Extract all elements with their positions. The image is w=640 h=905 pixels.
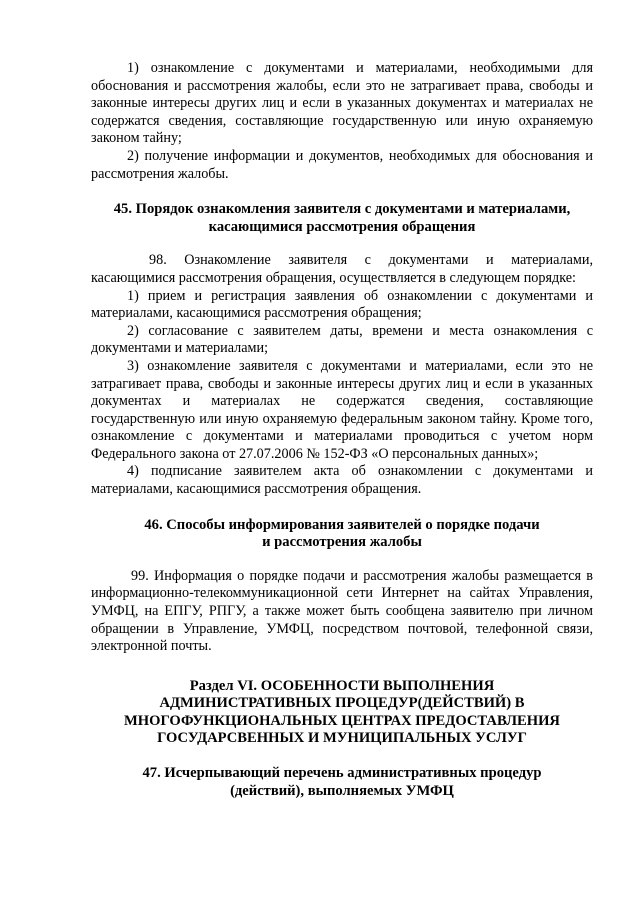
heading-line: касающимися рассмотрения обращения (208, 218, 476, 235)
paragraph-98: 98. Ознакомление заявителя с документами и материалами, касающимися рассмотрения обращения, осуществляется в следующем порядке: (91, 252, 593, 286)
section-46-heading (91, 517, 593, 552)
heading-line: МНОГОФУНКЦИОНАЛЬНЫХ ЦЕНТРАХ ПРЕДОСТАВЛЕНИЯ (124, 712, 560, 729)
heading-line: 47. Исчерпывающий перечень административных процедур (142, 765, 542, 782)
heading-line: (действий), выполняемых УМФЦ (230, 783, 454, 800)
heading-line: ГОСУДАРСВЕННЫХ И МУНИЦИПАЛЬНЫХ УСЛУГ (157, 730, 527, 747)
list-item: 2) согласование с заявителем даты, времени и места ознакомления с документами и материалами; (91, 322, 593, 357)
heading-line: и рассмотрения жалобы (262, 534, 422, 551)
part-6-heading (91, 678, 593, 748)
heading-line: 45. Порядок ознакомления заявителя с документами и материалами, (113, 201, 571, 218)
section-47-heading (91, 765, 593, 800)
list-item: 3) ознакомление заявителя с документами и материалами, если это не затрагивает права, свободы и законные интересы других лиц и если в указанных документах и материалах не содержатся сведения, составляющие государственную или иную охраняемую федеральным законом тайну. Кроме того, ознакомление с документами и материалами проводиться с учетом норм Федерального закона от 27.07.2006 № 152-ФЗ «О персональных данных»; (91, 357, 593, 462)
heading-line: АДМИНИСТРАТИВНЫХ ПРОЦЕДУР(ДЕЙСТВИЙ) В (159, 695, 525, 712)
document-page (91, 60, 593, 801)
list-item: 2) получение информации и документов, необходимых для обоснования и рассмотрения жалобы. (91, 147, 593, 182)
paragraph-99: 99. Информация о порядке подачи и рассмотрения жалобы размещается в информационно-телекоммуникационной сети Интернет на сайтах Управления, УМФЦ, на ЕПГУ, РПГУ, а также может быть сообщена заявителю при личном обращении в Управление, УМФЦ, посредством почтовой, телефонной связи, электронной почты. (91, 567, 593, 655)
heading-line: Раздел VI. ОСОБЕННОСТИ ВЫПОЛНЕНИЯ (189, 677, 495, 694)
heading-line: 46. Способы информирования заявителей о порядке подачи (144, 516, 540, 533)
section-45-heading (91, 201, 593, 236)
list-item: 1) ознакомление с документами и материалами, необходимыми для обоснования и рассмотрения жалобы, если это не затрагивает права, свободы и законные интересы других лиц и если в указанных документах и материалах не содержатся сведения, составляющие государственную или иную охраняемую законом тайну; (91, 60, 593, 147)
list-item: 1) прием и регистрация заявления об ознакомлении с документами и материалами, касающимися рассмотрения обращения; (91, 287, 593, 322)
list-item: 4) подписание заявителем акта об ознакомлении с документами и материалами, касающимися рассмотрения обращения. (91, 463, 593, 498)
